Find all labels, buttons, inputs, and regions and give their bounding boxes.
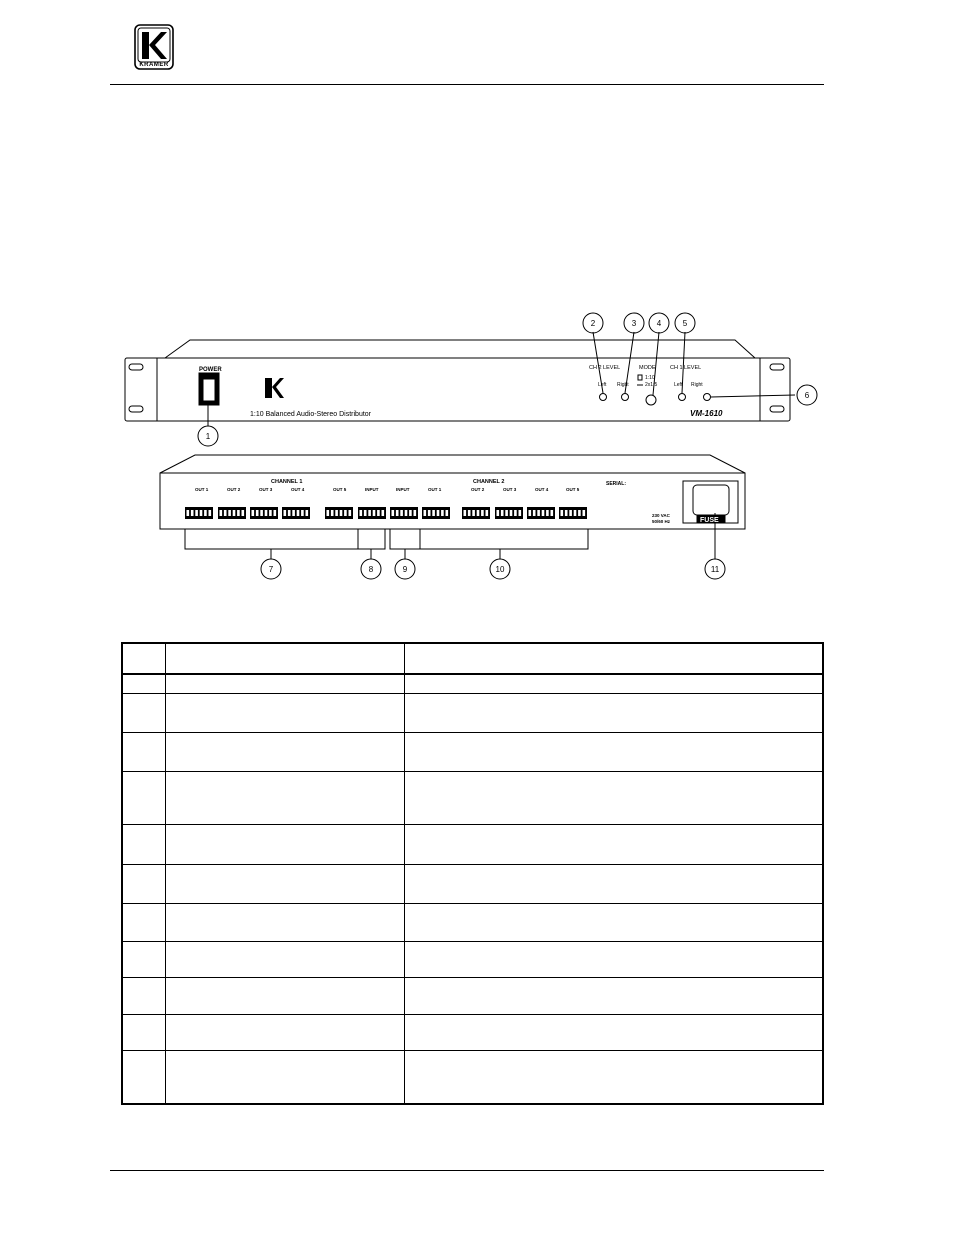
- callout-7: 7: [268, 565, 274, 574]
- ch2-out1-label: OUT 1: [428, 487, 442, 492]
- terminal-screw: [252, 510, 255, 516]
- header-rule: [110, 84, 824, 85]
- table-row: [122, 674, 823, 693]
- terminal-screw: [382, 510, 385, 516]
- terminal-screw: [237, 510, 240, 516]
- terminal-screw: [195, 510, 198, 516]
- terminal-screw: [432, 510, 435, 516]
- terminal-screw: [446, 510, 449, 516]
- terminal-screw: [360, 510, 363, 516]
- ch1-input-label: INPUT: [365, 487, 379, 492]
- fuse-label: FUSE: [700, 517, 719, 524]
- mode-2-label: 2x1:5: [645, 382, 658, 388]
- kramer-logo-text: KRAMER: [139, 62, 169, 68]
- terminal-screw: [331, 510, 334, 516]
- terminal-screw: [551, 510, 554, 516]
- terminal-screw: [477, 510, 480, 516]
- terminal-screw: [428, 510, 431, 516]
- channel-1-label: CHANNEL 1: [271, 479, 303, 485]
- ch2-out2-label: OUT 2: [471, 487, 485, 492]
- footer-rule: [110, 1170, 824, 1171]
- model-label: VM-1610: [690, 409, 723, 418]
- terminal-screw: [297, 510, 300, 516]
- terminal-screw: [583, 510, 586, 516]
- terminal-screw: [306, 510, 309, 516]
- terminal-screw: [228, 510, 231, 516]
- terminal-screw: [437, 510, 440, 516]
- terminal-screw: [486, 510, 489, 516]
- table-row: [122, 824, 823, 864]
- terminal-screw: [424, 510, 427, 516]
- ch1-right-label: Right: [691, 382, 703, 388]
- callout-8: 8: [368, 565, 374, 574]
- terminal-screw: [288, 510, 291, 516]
- terminal-screw: [256, 510, 259, 516]
- terminal-screw: [414, 510, 417, 516]
- table-row: [122, 864, 823, 903]
- terminal-screw: [501, 510, 504, 516]
- terminal-screw: [209, 510, 212, 516]
- table-row: [122, 1050, 823, 1104]
- terminal-screw: [392, 510, 395, 516]
- callout-6: 6: [804, 391, 810, 400]
- table-row: [122, 903, 823, 941]
- terminal-screw: [373, 510, 376, 516]
- terminal-screw: [364, 510, 367, 516]
- ch2-left-label: Left: [598, 382, 607, 388]
- terminal-screw: [533, 510, 536, 516]
- table-row: [122, 941, 823, 977]
- terminal-screw: [464, 510, 467, 516]
- terminal-screw: [519, 510, 522, 516]
- table-row: [122, 1014, 823, 1050]
- terminal-screw: [529, 510, 532, 516]
- mode-1-label: 1:10: [645, 375, 655, 381]
- callout-5: 5: [682, 319, 688, 328]
- terminal-screw: [546, 510, 549, 516]
- ch2-right-label: Right: [617, 382, 629, 388]
- terminal-screw: [200, 510, 203, 516]
- terminal-screw: [340, 510, 343, 516]
- terminal-screw: [377, 510, 380, 516]
- table-row: [122, 732, 823, 771]
- frequency-label: 50/60 Hz: [652, 519, 671, 524]
- ch2-out5-label: OUT 5: [566, 487, 580, 492]
- terminal-screw: [409, 510, 412, 516]
- terminal-screw: [187, 510, 190, 516]
- feature-table: [121, 642, 824, 1105]
- terminal-screw: [368, 510, 371, 516]
- table-row: [122, 771, 823, 824]
- ch1-out5-label: OUT 5: [333, 487, 347, 492]
- ch2-level-label: CH 2 LEVEL: [589, 365, 621, 371]
- terminal-screw: [510, 510, 513, 516]
- terminal-screw: [537, 510, 540, 516]
- terminal-screw: [301, 510, 304, 516]
- power-label: POWER: [199, 367, 222, 373]
- terminal-screw: [269, 510, 272, 516]
- ch1-out3-label: OUT 3: [259, 487, 273, 492]
- terminal-screw: [497, 510, 500, 516]
- terminal-screw: [191, 510, 194, 516]
- ch1-out2-label: OUT 2: [227, 487, 241, 492]
- terminal-screw: [542, 510, 545, 516]
- ch1-out4-label: OUT 4: [291, 487, 305, 492]
- table-header-row: [122, 643, 823, 674]
- terminal-screw: [514, 510, 517, 516]
- terminal-screw: [242, 510, 245, 516]
- callout-3: 3: [631, 319, 637, 328]
- callout-2: 2: [590, 319, 596, 328]
- ch1-left-label: Left: [674, 382, 683, 388]
- callout-10: 10: [495, 565, 505, 574]
- terminal-screw: [505, 510, 508, 516]
- terminal-screw: [327, 510, 330, 516]
- terminal-screw: [265, 510, 268, 516]
- ch2-out3-label: OUT 3: [503, 487, 517, 492]
- table-row: [122, 977, 823, 1014]
- terminal-screw: [405, 510, 408, 516]
- callout-4: 4: [656, 319, 662, 328]
- channel-2-label: CHANNEL 2: [473, 479, 505, 485]
- ch2-out4-label: OUT 4: [535, 487, 549, 492]
- terminal-screw: [204, 510, 207, 516]
- mode-label: MODE: [639, 365, 656, 371]
- terminal-screw: [561, 510, 564, 516]
- terminal-screw: [220, 510, 223, 516]
- terminal-screw: [274, 510, 277, 516]
- device-panel-figure: [115, 305, 835, 595]
- terminal-screw: [284, 510, 287, 516]
- table-row: [122, 693, 823, 732]
- terminal-screw: [396, 510, 399, 516]
- terminal-screw: [344, 510, 347, 516]
- terminal-screw: [292, 510, 295, 516]
- terminal-screw: [481, 510, 484, 516]
- ch2-input-label: INPUT: [396, 487, 410, 492]
- terminal-screw: [565, 510, 568, 516]
- terminal-screw: [260, 510, 263, 516]
- terminal-screw: [224, 510, 227, 516]
- terminal-screw: [349, 510, 352, 516]
- terminal-screw: [574, 510, 577, 516]
- terminal-screw: [400, 510, 403, 516]
- terminal-screw: [578, 510, 581, 516]
- product-description: 1:10 Balanced Audio-Stereo Distributor: [250, 411, 372, 418]
- serial-label: SERIAL:: [606, 481, 626, 487]
- terminal-screw: [441, 510, 444, 516]
- terminal-screw: [472, 510, 475, 516]
- ch1-level-label: CH 1 LEVEL: [670, 365, 702, 371]
- callout-9: 9: [402, 565, 408, 574]
- terminal-screw: [233, 510, 236, 516]
- terminal-screw: [569, 510, 572, 516]
- callout-11: 11: [710, 565, 720, 574]
- callout-1: 1: [205, 432, 211, 441]
- terminal-screw: [468, 510, 471, 516]
- voltage-label: 230 VAC: [652, 513, 670, 518]
- terminal-screw: [335, 510, 338, 516]
- ch1-out1-label: OUT 1: [195, 487, 209, 492]
